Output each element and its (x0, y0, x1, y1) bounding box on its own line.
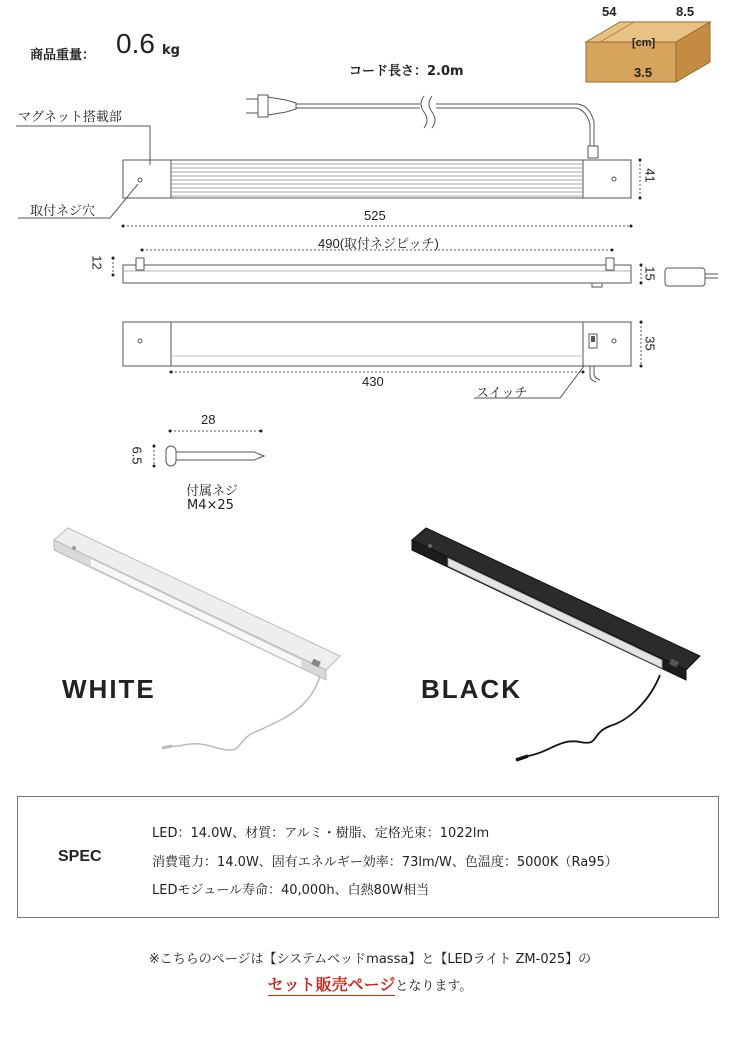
screw-drawing (153, 430, 265, 468)
magnet-label: マグネット搭載部 (18, 110, 122, 125)
note-suffix: となります。 (395, 979, 473, 994)
box-unit-label: [cm] (632, 37, 656, 49)
box-width-label: 54 (602, 4, 617, 19)
screw-hole-label: 取付ネジ穴 (30, 204, 96, 219)
cord-length-label: コード長さ：2.0m (349, 64, 464, 79)
magnet-area-left (123, 160, 171, 198)
box-height-label: 3.5 (634, 65, 653, 80)
magnet-leader (16, 126, 150, 165)
note-line-1: ※こちらのページは【システムベッドmassa】と【LEDライト ZM-025】の (148, 952, 592, 967)
top-view (16, 126, 642, 218)
spec-line-3: LEDモジュール寿命：40,000h、白熱80W相当 (152, 883, 430, 898)
box-depth-label: 8.5 (676, 4, 695, 19)
black-light-illustration (400, 520, 720, 770)
dim-side-right: 15 (642, 266, 658, 281)
screw-label-1: 付属ネジ (186, 484, 239, 499)
screw-dia-label: 6.5 (129, 446, 145, 465)
spec-title: SPEC (58, 848, 102, 865)
note-line-2 (0, 972, 740, 995)
dim-front-length: 430 (362, 374, 384, 389)
variant-white-label: WHITE (62, 674, 156, 704)
screw-label-2: M4×25 (187, 498, 234, 513)
white-light-illustration (40, 520, 350, 770)
spec-line-2: 消費電力：14.0W、固有エネルギー効率：73lm/W、色温度：5000K（Ra95） (152, 855, 618, 870)
dim-side-left: 12 (89, 255, 105, 270)
spec-line-1: LED：14.0W、材質：アルミ・樹脂、定格光束：1022lm (152, 826, 490, 841)
side-switch-box (665, 268, 705, 286)
side-bracket-right (606, 258, 614, 270)
magnet-area-right (583, 160, 631, 198)
cord-line (310, 104, 420, 108)
variant-black-label: BLACK (421, 674, 522, 704)
weight-label: 商品重量： (30, 48, 96, 63)
dim-total-length: 525 (364, 208, 386, 223)
cord-break-mark (421, 96, 427, 128)
dim-top-height: 41 (642, 168, 658, 183)
side-view (112, 257, 719, 288)
weight-value: 0.6 (116, 28, 155, 59)
cord-line-right (436, 104, 594, 146)
dim-525 (122, 225, 633, 228)
plug-icon (246, 95, 310, 117)
set-sale-page-highlight: セット販売ページ (267, 975, 396, 994)
side-bracket-left (136, 258, 144, 270)
dim-pitch: 490(取付ネジピッチ) (318, 236, 439, 251)
screw-length-label: 28 (201, 412, 216, 427)
switch-label: スイッチ (476, 386, 528, 401)
dim-front-height: 35 (642, 336, 658, 351)
weight-unit: kg (162, 43, 180, 58)
